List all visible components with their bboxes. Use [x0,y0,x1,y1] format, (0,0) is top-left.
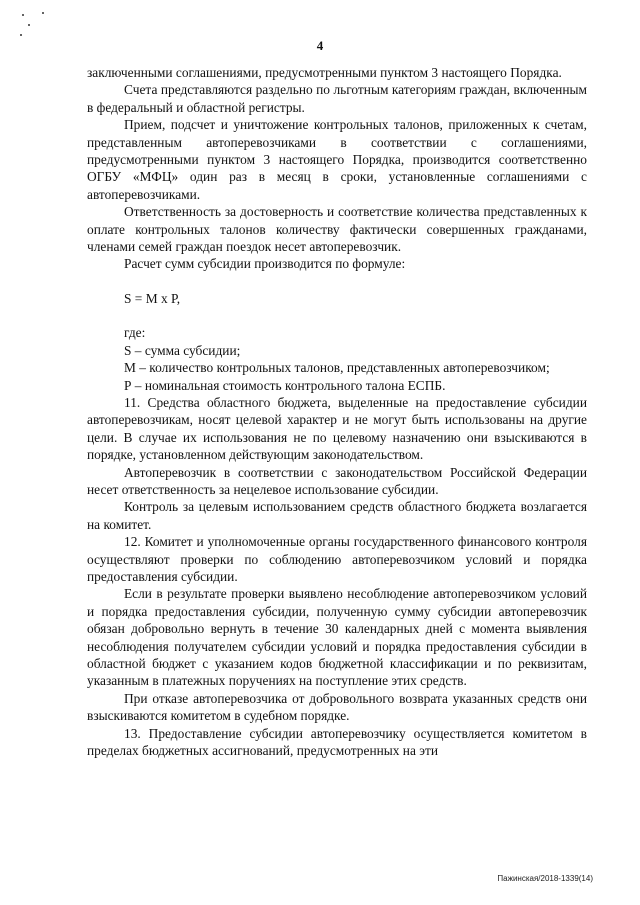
paragraph: заключенными соглашениями, предусмотренными пунктом 3 настоящего Порядка. [87,65,562,80]
scan-specks [20,10,60,40]
paragraph: Прием, подсчет и уничтожение контрольных талонов, приложенных к счетам, представленным автоперевозчиками в соответствии с соглашениями, предусмотренными пунктом 3 настоящего Порядка, производится соответственно ОГБУ «МФЦ» один раз в месяц в сроки, установленные соглашениями с автоперевозчиками. [87,117,587,202]
paragraph: Ответственность за достоверность и соответствие количества представленных к оплате контрольных талонов количеству фактически совершенных гражданами, членами семей граждан поездок несет автоперевозчик. [87,204,587,255]
page-number: 4 [316,38,324,53]
paragraph: 13. Предоставление субсидии автоперевозчику осуществляется комитетом в пределах бюджетных ассигнований, предусмотренных на эти [87,725,587,759]
paragraph: где: [124,325,146,341]
paragraph: Расчет сумм субсидии производится по формуле: [124,256,406,272]
paragraph: Контроль за целевым использованием средств областного бюджета возлагается на комитет. [87,499,587,532]
paragraph: 12. Комитет и уполномоченные органы государственного финансового контроля осуществляют проверки по соблюдению автоперевозчиком условий и порядка предоставления субсидии. [87,534,587,584]
paragraph: Счета представляются раздельно по льготным категориям граждан, включенным в федеральный и областной регистры. [87,82,587,115]
paragraph: Если в результате проверки выявлено несоблюдение автоперевозчиком условий и порядка предоставления субсидии, полученную сумму субсидии автоперевозчик обязан добровольно вернуть в течение 30 календарных дней с момента выявления несоблюдения получателем субсидии условий и порядка предоставления субсидии в областной бюджет с указанием кодов бюджетной классификации и по реквизитам, указанным в платежных поручениях на поступление этих средств. [87,586,587,689]
paragraph: При отказе автоперевозчика от добровольного возврата указанных средств они взыскиваются комитетом в судебном порядке. [87,690,587,724]
formula: S = М х Р, [124,290,181,306]
paragraph: Р – номинальная стоимость контрольного талона ЕСПБ. [124,377,446,393]
paragraph: 11. Средства областного бюджета, выделенные на предоставление субсидии автоперевозчикам, носят целевой характер и не могут быть использованы на другие цели. В случае их использования не по целевому назначению они взыскиваются в порядке, установленном действующим законодательством. [87,394,587,463]
paragraph: Автоперевозчик в соответствии с законодательством Российской Федерации несет ответственность за нецелевое использование субсидии. [87,464,587,497]
document-body [87,64,587,759]
document-code: Пажинская/2018-1339(14) [497,874,593,883]
paragraph: М – количество контрольных талонов, представленных автоперевозчиком; [124,360,550,376]
paragraph: S – сумма субсидии; [124,342,241,358]
